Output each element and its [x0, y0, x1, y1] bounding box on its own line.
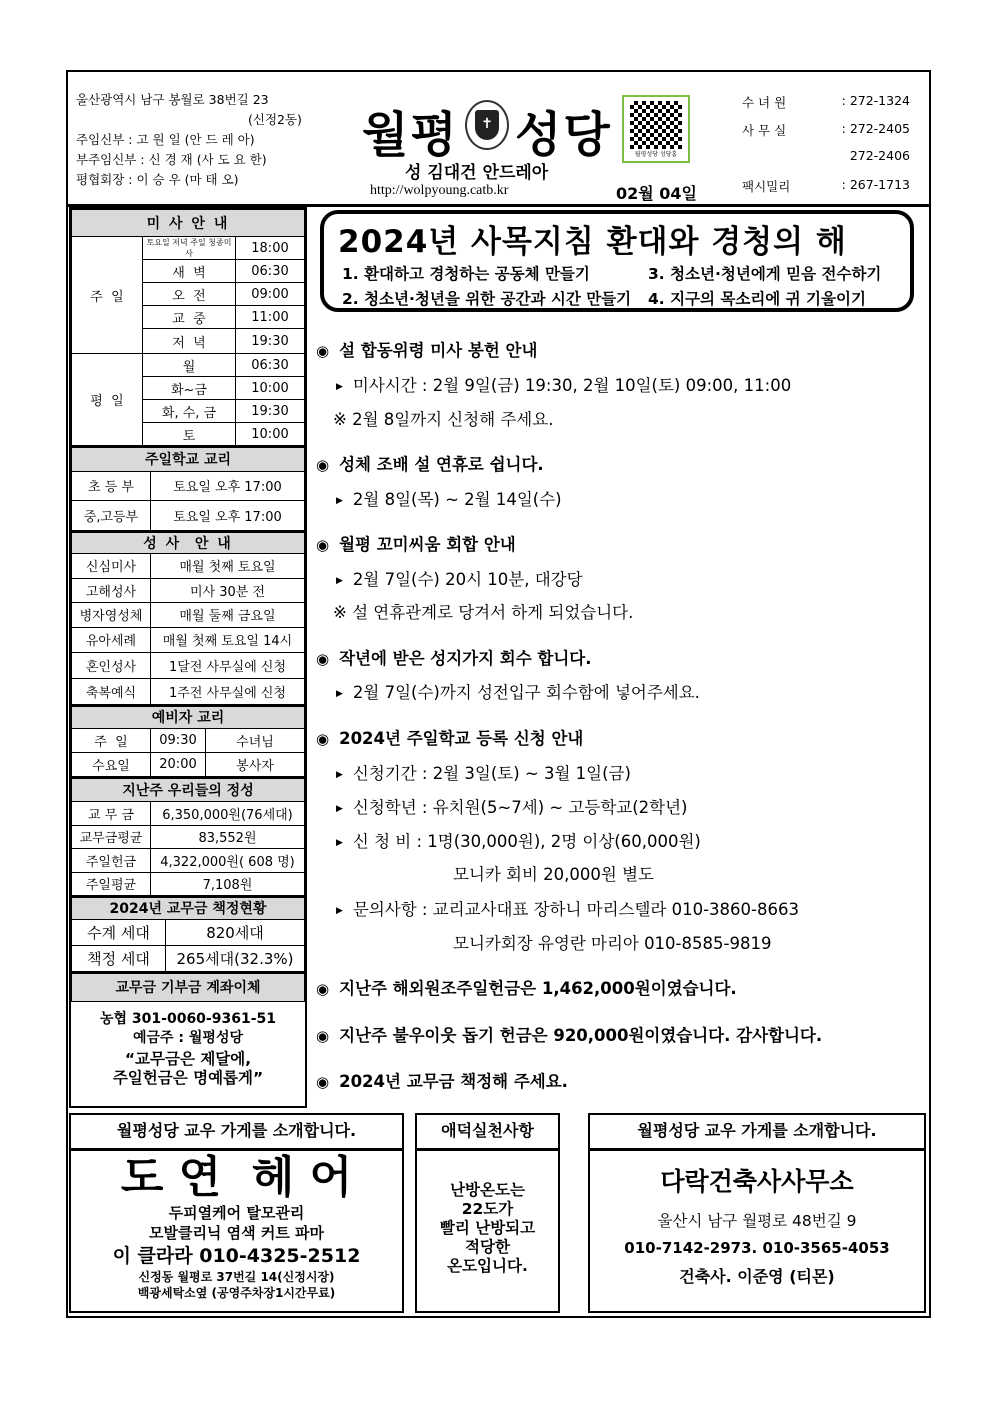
line-text: 신청기간 : 2월 3일(토) ~ 3월 1일(금) — [352, 764, 631, 783]
ad-line: 울산시 남구 월평로 48번길 9 — [657, 1212, 857, 1230]
section-title: 주일학교 교리 — [72, 447, 305, 471]
row-label: 주일헌금 — [72, 848, 151, 872]
heading-text: 2024년 주일학교 등록 신청 안내 — [339, 729, 584, 748]
mass-name: 화~금 — [143, 377, 236, 400]
row-value: 토요일 오후 17:00 — [151, 500, 305, 530]
notice-line — [336, 372, 791, 396]
mass-table — [71, 209, 305, 446]
mass-time: 06:30 — [236, 354, 305, 377]
notice-heading — [316, 975, 737, 999]
row-value: 6,350,000원(76세대) — [151, 801, 305, 825]
row-label: 주 일 — [72, 729, 151, 753]
row-label: 중,고등부 — [72, 500, 151, 530]
dues-table — [71, 896, 305, 973]
contact-2: 사 무 실 : 272-2405 — [742, 121, 910, 138]
line-text: 미사시간 : 2월 9일(금) 19:30, 2월 10일(토) 09:00, 11:00 — [352, 376, 792, 395]
charity-line: 22도가 — [461, 1200, 514, 1218]
title-left: 월평 — [362, 107, 459, 163]
mass-name: 토 — [143, 423, 236, 446]
ad-line: 신정동 월평로 37번길 14(신정시장) — [138, 1270, 335, 1284]
shop-name: 도 연 헤 어 — [120, 1152, 353, 1203]
mass-name: 교 중 — [143, 306, 236, 329]
mass-time: 10:00 — [236, 423, 305, 446]
triangle-bullet-icon: ▶ — [336, 382, 343, 392]
church-logo-icon: ✝ — [465, 100, 509, 150]
offering-table — [71, 777, 305, 896]
row-teacher: 수녀님 — [206, 729, 305, 753]
charity-line: 적당한 — [465, 1238, 510, 1256]
account-number: 농협 301-0060-9361-51 — [100, 1010, 276, 1027]
contact-1: 수 녀 원 : 272-1324 — [742, 93, 910, 110]
row-value: 매월 첫째 토요일 14시 — [151, 627, 305, 652]
mass-name: 토요일 저녁 주일 청종미사 — [143, 237, 236, 260]
triangle-bullet-icon: ▶ — [336, 770, 343, 780]
notice-line-cont: 모니카회장 유영란 마리아 010-8585-9819 — [453, 934, 772, 953]
charity-line: 빨리 난방되고 — [439, 1219, 536, 1237]
sacraments-table — [71, 531, 305, 705]
notice-line-cont: 모니카 회비 20,000원 별도 — [453, 865, 654, 884]
notice-heading — [316, 1068, 568, 1092]
goal: 3. 청소년·청년에게 믿음 전수하기 — [648, 265, 882, 283]
row-label: 책정 세대 — [72, 946, 166, 972]
heading-text: 2024년 교무금 책정해 주세요. — [339, 1072, 568, 1091]
ad-line: 백광세탁소옆 (공영주차장1시간무료) — [137, 1286, 336, 1300]
goal: 4. 지구의 목소리에 귀 기울이기 — [648, 290, 866, 308]
staff-1: 주임신부 : 고 원 일 (안 드 레 아) — [76, 132, 255, 147]
row-time: 20:00 — [151, 753, 206, 777]
triangle-bullet-icon: ▶ — [336, 689, 343, 699]
row-label: 교무금평균 — [72, 825, 151, 848]
name: 고 원 일 (안 드 레 아) — [136, 132, 255, 147]
notice-line — [336, 566, 583, 590]
address-sub: (신정2동) — [248, 112, 302, 127]
date: 02월 04일 — [616, 184, 698, 203]
row-value: 7,108원 — [151, 872, 305, 895]
notice-line — [336, 679, 700, 703]
value: 267-1713 — [849, 177, 910, 192]
row-value: 1달전 사무실에 신청 — [151, 652, 305, 678]
row-teacher: 봉사자 — [206, 753, 305, 777]
row-label: 병자영성체 — [72, 602, 151, 627]
triangle-bullet-icon: ▶ — [336, 906, 343, 916]
charity-header: 애덕실천사항 — [417, 1115, 558, 1151]
label: 사 무 실 — [742, 123, 787, 138]
ad-architect — [588, 1113, 926, 1313]
bullseye-icon: ◉ — [316, 342, 330, 360]
mass-time: 19:30 — [236, 400, 305, 423]
name: 신 경 재 (사 도 요 한) — [148, 152, 267, 167]
mass-time: 06:30 — [236, 260, 305, 283]
line-text: 신 청 비 : 1명(30,000원), 2명 이상(60,000원) — [352, 832, 701, 851]
ad-header: 월평성당 교우 가게를 소개합니다. — [71, 1115, 402, 1151]
account-holder: 예금주 : 월평성당 — [132, 1029, 243, 1046]
value: 272-2405 — [849, 121, 910, 136]
transfer-table — [71, 972, 305, 1002]
bullseye-icon: ◉ — [316, 650, 330, 668]
mass-name: 오 전 — [143, 283, 236, 306]
ad-line: 모발클리닉 염색 커트 파마 — [148, 1224, 325, 1242]
notice-line — [336, 486, 562, 510]
row-label: 유아세례 — [72, 627, 151, 652]
notice-heading — [316, 725, 583, 749]
row-label: 교 무 금 — [72, 801, 151, 825]
qr-code-icon[interactable] — [630, 101, 682, 149]
contact-4: 팩시밀리 : 267-1713 — [742, 177, 910, 194]
contact-3 — [742, 148, 910, 163]
row-value: 미사 30분 전 — [151, 578, 305, 602]
name: 이 승 우 (마 태 오) — [136, 172, 239, 187]
mass-time: 18:00 — [236, 237, 305, 260]
row-value: 265세대(32.3%) — [166, 946, 305, 972]
notice-line — [336, 828, 701, 852]
bullseye-icon: ◉ — [316, 1027, 330, 1045]
mass-name: 새 벽 — [143, 260, 236, 283]
patron: 성 김대건 안드레아 — [405, 163, 549, 183]
triangle-bullet-icon: ▶ — [336, 804, 343, 814]
section-title: 교무금 기부금 계좌이체 — [72, 973, 305, 1001]
staff-3: 평협회장 : 이 승 우 (마 태 오) — [76, 172, 239, 187]
row-value: 820세대 — [166, 920, 305, 946]
line-text: 문의사항 : 교리교사대표 장하니 마리스텔라 010-3860-8663 — [352, 900, 799, 919]
qr-code[interactable] — [622, 95, 690, 163]
heading-text: 성체 조배 설 연휴로 쉽니다. — [339, 455, 544, 474]
qr-caption: 월평성당 성당홈 — [634, 151, 678, 158]
weekday-label: 평 일 — [72, 354, 143, 446]
bullseye-icon: ◉ — [316, 1073, 330, 1091]
mass-name: 화, 수, 금 — [143, 400, 236, 423]
notice-heading — [316, 645, 592, 669]
bullseye-icon: ◉ — [316, 536, 330, 554]
role: 주임신부 — [76, 132, 125, 147]
value: 272-1324 — [849, 93, 910, 108]
bullseye-icon: ◉ — [316, 730, 330, 748]
catechumen-table — [71, 705, 305, 778]
goal: 2. 청소년·청년을 위한 공간과 시간 만들기 — [342, 290, 632, 308]
row-label: 수계 세대 — [72, 920, 166, 946]
row-label: 주일평균 — [72, 872, 151, 895]
section-title: 성 사 안 내 — [72, 532, 305, 554]
heading-text: 설 합동위령 미사 봉헌 안내 — [339, 341, 538, 360]
triangle-bullet-icon: ▶ — [336, 838, 343, 848]
row-label: 수요일 — [72, 753, 151, 777]
charity-box — [415, 1113, 560, 1313]
row-label: 축복예식 — [72, 678, 151, 704]
row-label: 고해성사 — [72, 578, 151, 602]
row-value: 매월 둘째 금요일 — [151, 602, 305, 627]
sunday-label: 주 일 — [72, 237, 143, 354]
slogan: “교무금은 제달에, — [124, 1049, 252, 1068]
triangle-bullet-icon: ▶ — [336, 576, 343, 586]
row-value: 1주전 사무실에 신청 — [151, 678, 305, 704]
mass-title: 미 사 안 내 — [72, 210, 305, 237]
notice-heading — [316, 1022, 822, 1046]
section-title: 지난주 우리들의 정성 — [72, 778, 305, 801]
notice-line — [336, 896, 799, 920]
charity-line: 온도입니다. — [447, 1257, 528, 1275]
heading-text: 월평 꼬미씨움 회합 안내 — [339, 535, 516, 554]
mass-time: 09:00 — [236, 283, 305, 306]
address: 울산광역시 남구 봉월로 38번길 23 — [76, 92, 269, 107]
notice-line — [336, 760, 631, 784]
staff-2: 부주임신부 : 신 경 재 (사 도 요 한) — [76, 152, 267, 167]
role: 부주임신부 — [76, 152, 137, 167]
ad-hair-salon — [69, 1113, 404, 1313]
role: 평협회장 — [76, 172, 125, 187]
notice-line — [336, 794, 688, 818]
value: 272-2406 — [849, 148, 910, 163]
shop-name: 다락건축사사무소 — [660, 1167, 854, 1196]
mass-name: 월 — [143, 354, 236, 377]
goal: 1. 환대하고 경청하는 공동체 만들기 — [342, 265, 590, 283]
label: 팩시밀리 — [742, 179, 791, 194]
ad-phone: 010-7142-2973. 010-3565-4053 — [624, 1239, 890, 1257]
pastoral-theme-box — [320, 210, 914, 312]
website-link[interactable]: http://wolpyoung.catb.kr — [370, 183, 509, 198]
row-label: 신심미사 — [72, 553, 151, 578]
slogan: 주일헌금은 명예롭게” — [112, 1068, 264, 1087]
mass-time: 11:00 — [236, 306, 305, 329]
mass-name: 저 녁 — [143, 329, 236, 354]
notice-heading — [316, 337, 537, 361]
notice-heading — [316, 451, 544, 475]
label: 수 녀 원 — [742, 95, 787, 110]
mass-time: 10:00 — [236, 377, 305, 400]
line-text: 2월 7일(수)까지 성전입구 회수함에 넣어주세요. — [352, 683, 700, 702]
theme-title: 2024년 사목지침 환대와 경청의 해 — [338, 224, 847, 260]
info-sidebar — [69, 207, 307, 1108]
notice-note: ※ 설 연휴관계로 당겨서 하게 되었습니다. — [333, 603, 634, 622]
line-text: 2월 7일(수) 20시 10분, 대강당 — [352, 570, 583, 589]
sunday-school-table — [71, 446, 305, 531]
line-text: 2월 8일(목) ~ 2월 14일(수) — [352, 490, 562, 509]
section-title: 예비자 교리 — [72, 706, 305, 729]
row-time: 09:30 — [151, 729, 206, 753]
row-value: 토요일 오후 17:00 — [151, 471, 305, 500]
row-label: 혼인성사 — [72, 652, 151, 678]
row-label: 초 등 부 — [72, 471, 151, 500]
heading-text: 작년에 받은 성지가지 회수 합니다. — [339, 649, 592, 668]
heading-text: 지난주 불우이웃 돕기 헌금은 920,000원이였습니다. 감사합니다. — [339, 1026, 823, 1045]
ad-line: 건축사. 이준영 (티몬) — [679, 1267, 835, 1286]
section-title: 2024년 교무금 책정현황 — [72, 897, 305, 920]
bullseye-icon: ◉ — [316, 456, 330, 474]
triangle-bullet-icon: ▶ — [336, 496, 343, 506]
ad-header: 월평성당 교우 가게를 소개합니다. — [590, 1115, 924, 1151]
line-text: 신청학년 : 유치원(5~7세) ~ 고등학교(2학년) — [352, 798, 688, 817]
title-right: 성당 — [515, 107, 612, 163]
row-value: 4,322,000원( 608 명) — [151, 848, 305, 872]
mass-time: 19:30 — [236, 329, 305, 354]
account-info — [71, 1002, 305, 1088]
row-value: 매월 첫째 토요일 — [151, 553, 305, 578]
charity-line: 난방온도는 — [450, 1181, 525, 1199]
heading-text: 지난주 해외원조주일헌금은 1,462,000원이였습니다. — [339, 979, 737, 998]
ad-line: 두피열케어 탈모관리 — [168, 1204, 305, 1222]
notice-note: ※ 2월 8일까지 신청해 주세요. — [333, 410, 554, 429]
bullseye-icon: ◉ — [316, 980, 330, 998]
row-value: 83,552원 — [151, 825, 305, 848]
notice-heading — [316, 531, 516, 555]
ad-phone: 이 클라라 010-4325-2512 — [112, 1245, 361, 1267]
